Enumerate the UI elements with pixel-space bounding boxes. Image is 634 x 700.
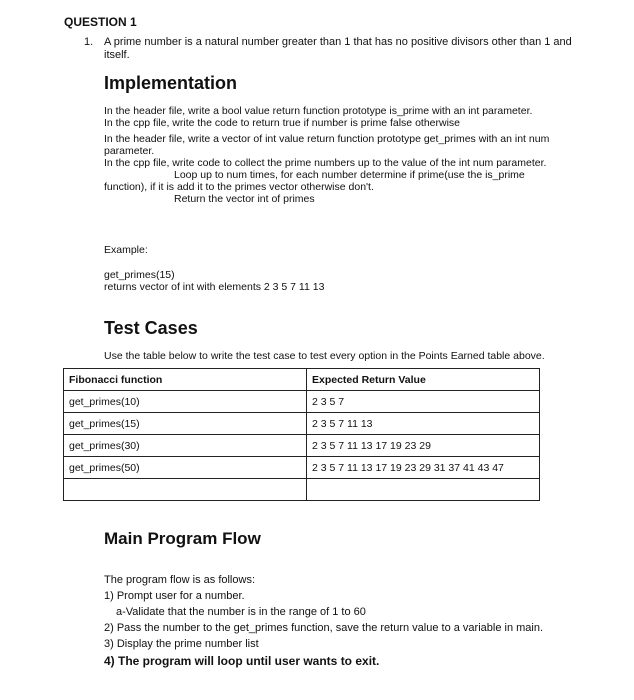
implementation-line: In the cpp file, write code to collect the prime numbers up to the value of the int num parameter.	[104, 157, 547, 169]
table-row	[64, 413, 540, 435]
table-header-cell: Fibonacci function	[64, 369, 307, 391]
implementation-line: In the cpp file, write the code to return true if number is prime false otherwise	[104, 117, 461, 129]
table-cell: 2 3 5 7 11 13 17 19 23 29 31 37 41 43 47	[307, 457, 540, 479]
table-cell	[64, 479, 307, 501]
example-call: get_primes(15)	[104, 269, 175, 281]
table-cell: get_primes(10)	[64, 391, 307, 413]
main-flow-step: 1) Prompt user for a number.	[104, 590, 245, 602]
main-flow-substep: a-Validate that the number is in the range of 1 to 60	[116, 606, 366, 618]
example-result: returns vector of int with elements 2 3 5 7 11 13	[104, 281, 325, 293]
test-cases-title: Test Cases	[104, 318, 198, 338]
implementation-line: function), if it is add it to the primes vector otherwise don't.	[104, 181, 374, 193]
table-row	[64, 457, 540, 479]
question-text: A prime number is a natural number greater than 1 that has no positive divisors other than 1 and itself.	[104, 36, 572, 61]
table-row	[64, 435, 540, 457]
implementation-line: Return the vector int of primes	[174, 193, 315, 205]
example-label: Example:	[104, 244, 148, 256]
main-flow-title: Main Program Flow	[104, 529, 261, 548]
table-cell: get_primes(30)	[64, 435, 307, 457]
test-cases-intro: Use the table below to write the test case to test every option in the Points Earned table above.	[104, 350, 545, 362]
test-cases-table	[63, 368, 540, 501]
table-row	[64, 391, 540, 413]
main-flow-step: 2) Pass the number to the get_primes function, save the return value to a variable in main.	[104, 622, 544, 634]
table-cell: get_primes(15)	[64, 413, 307, 435]
implementation-line: Loop up to num times, for each number determine if prime(use the is_prime	[174, 169, 525, 181]
main-flow-step: 3) Display the prime number list	[104, 638, 259, 650]
table-row	[64, 479, 540, 501]
implementation-line: In the header file, write a bool value return function prototype is_prime with an int parameter.	[104, 105, 533, 117]
question-heading: QUESTION 1	[64, 15, 137, 29]
implementation-line: In the header file, write a vector of int value return function prototype get_primes with an int num	[104, 133, 550, 145]
table-cell: 2 3 5 7 11 13	[307, 413, 540, 435]
table-cell: 2 3 5 7 11 13 17 19 23 29	[307, 435, 540, 457]
table-cell: get_primes(50)	[64, 457, 307, 479]
table-cell: 2 3 5 7	[307, 391, 540, 413]
implementation-line: parameter.	[104, 145, 155, 157]
table-header-cell: Expected Return Value	[307, 369, 540, 391]
main-flow-intro: The program flow is as follows:	[104, 574, 255, 586]
question-number: 1.	[84, 36, 94, 48]
table-header-row	[64, 369, 540, 391]
main-flow-step: 4) The program will loop until user wants to exit.	[104, 654, 380, 668]
table-cell	[307, 479, 540, 501]
implementation-title: Implementation	[104, 73, 238, 93]
